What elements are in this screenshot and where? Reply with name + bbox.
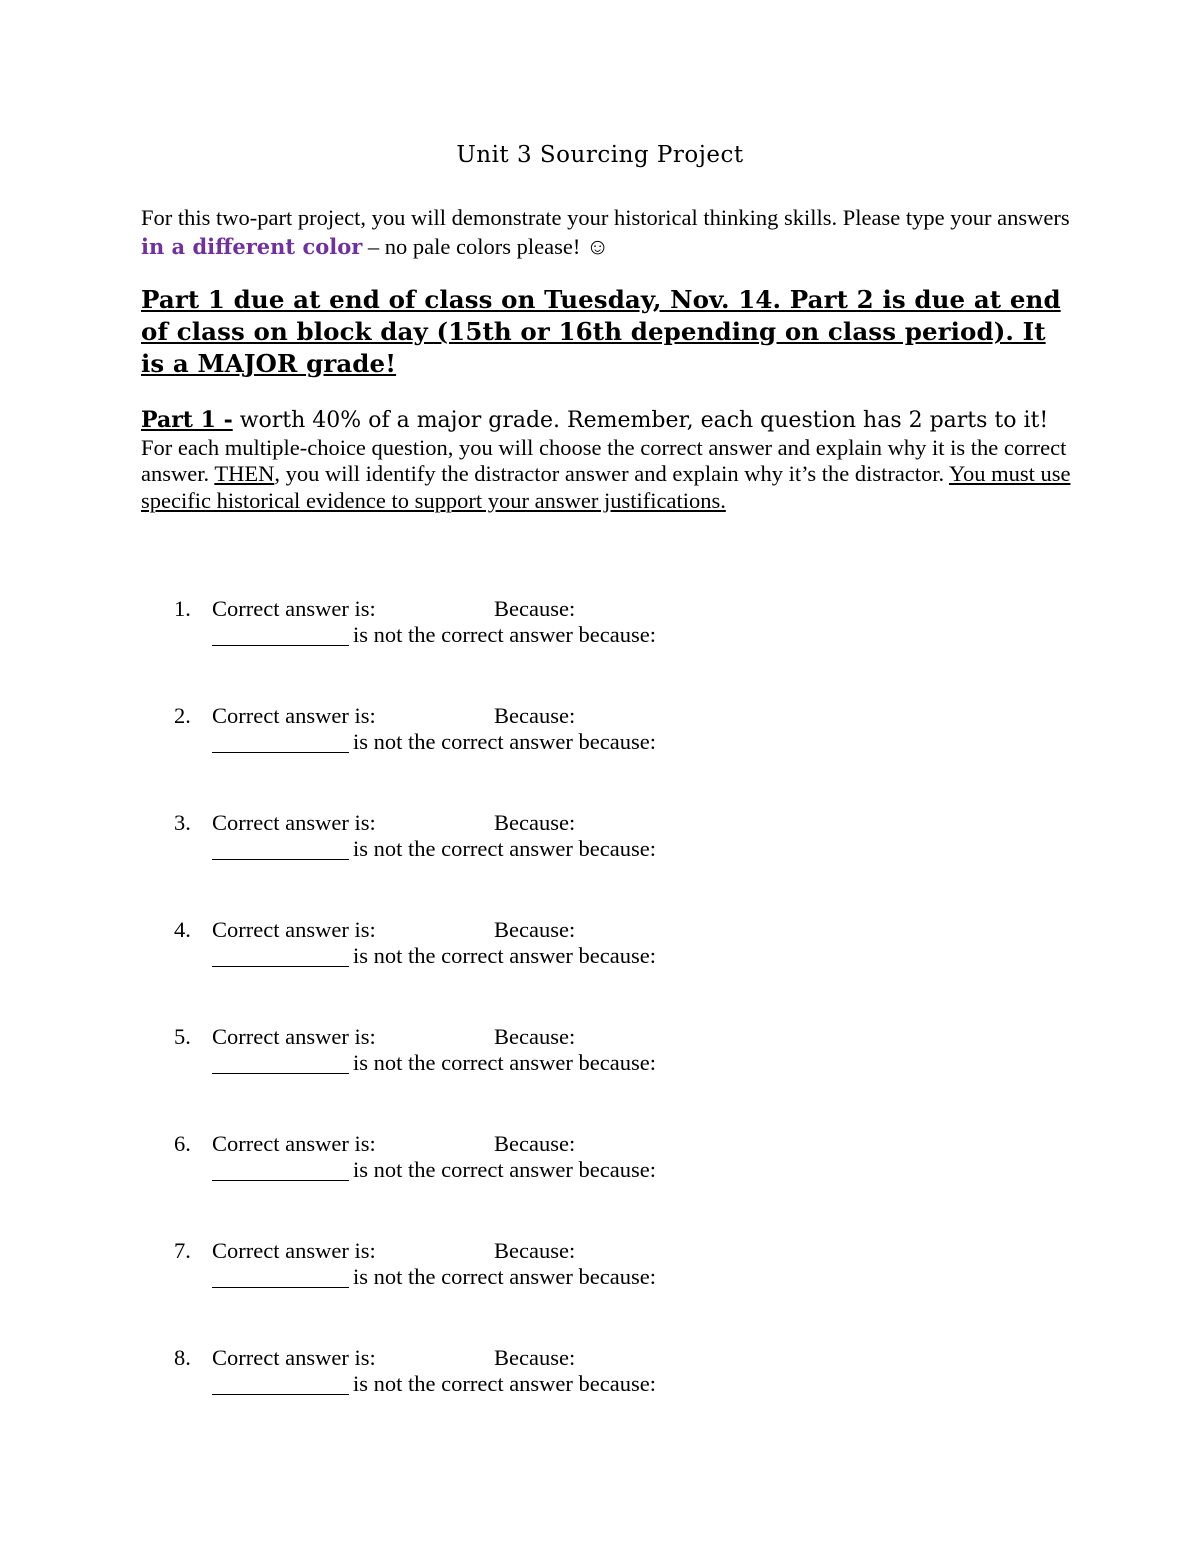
because-label[interactable]: Because: — [494, 1345, 576, 1370]
question-number: 7. — [174, 1238, 191, 1263]
correct-answer-label[interactable]: Correct answer is: — [212, 1345, 376, 1370]
question-item — [0, 1024, 1200, 1084]
not-correct-label[interactable]: is not the correct answer because: — [353, 1050, 656, 1075]
question-item — [0, 1131, 1200, 1191]
correct-answer-label[interactable]: Correct answer is: — [212, 810, 376, 835]
correct-answer-label[interactable]: Correct answer is: — [212, 1024, 376, 1049]
due-date-notice: Part 1 due at end of class on Tuesday, Nov. 14. Part 2 is due at end of class on block day (15th or 16th depending on class period). It is a MAJOR grade! — [141, 285, 1061, 378]
not-correct-label[interactable]: is not the correct answer because: — [353, 836, 656, 861]
correct-answer-label[interactable]: Correct answer is: — [212, 917, 376, 942]
document-title: Unit 3 Sourcing Project — [456, 142, 744, 168]
distractor-blank[interactable] — [212, 1265, 349, 1288]
part1-instructions-b: , you will identify the distractor answer and explain why it’s the distractor. — [274, 461, 949, 486]
question-item — [0, 917, 1200, 977]
question-item — [0, 810, 1200, 870]
question-number: 1. — [174, 596, 191, 621]
because-label[interactable]: Because: — [494, 1131, 576, 1156]
not-correct-label[interactable]: is not the correct answer because: — [353, 1157, 656, 1182]
question-number: 5. — [174, 1024, 191, 1049]
question-item — [0, 596, 1200, 656]
intro-colored-phrase: in a different color — [141, 234, 363, 259]
not-correct-label[interactable]: is not the correct answer because: — [353, 729, 656, 754]
question-number: 8. — [174, 1345, 191, 1370]
intro-text-before: For this two-part project, you will demonstrate your historical thinking skills. Please type your answers — [141, 205, 1070, 230]
distractor-blank[interactable] — [212, 837, 349, 860]
not-correct-label[interactable]: is not the correct answer because: — [353, 943, 656, 968]
part1-heading-rest: worth 40% of a major grade. Remember, each question has 2 parts to it! — [232, 408, 1049, 433]
question-item — [0, 1238, 1200, 1298]
correct-answer-label[interactable]: Correct answer is: — [212, 1238, 376, 1263]
not-correct-label[interactable]: is not the correct answer because: — [353, 622, 656, 647]
distractor-blank[interactable] — [212, 944, 349, 967]
because-label[interactable]: Because: — [494, 596, 576, 621]
part1-section — [141, 407, 1071, 514]
distractor-blank[interactable] — [212, 1372, 349, 1395]
not-correct-label[interactable]: is not the correct answer because: — [353, 1371, 656, 1396]
not-correct-label[interactable]: is not the correct answer because: — [353, 1264, 656, 1289]
correct-answer-label[interactable]: Correct answer is: — [212, 596, 376, 621]
question-number: 3. — [174, 810, 191, 835]
distractor-blank[interactable] — [212, 730, 349, 753]
question-number: 6. — [174, 1131, 191, 1156]
because-label[interactable]: Because: — [494, 1024, 576, 1049]
part1-instructions-a: For each multiple-choice question, you will choose the correct answer and explain why it is the correct answer. — [141, 434, 1067, 486]
intro-paragraph — [141, 203, 1071, 261]
part1-then: THEN — [214, 461, 275, 486]
part1-evidence-requirement: You must use specific historical evidence to support your answer justifications. — [141, 461, 1071, 513]
correct-answer-label[interactable]: Correct answer is: — [212, 1131, 376, 1156]
question-number: 2. — [174, 703, 191, 728]
because-label[interactable]: Because: — [494, 1238, 576, 1263]
because-label[interactable]: Because: — [494, 703, 576, 728]
distractor-blank[interactable] — [212, 1051, 349, 1074]
intro-text-after: – no pale colors please! ☺ — [362, 234, 609, 259]
because-label[interactable]: Because: — [494, 810, 576, 835]
part1-heading: Part 1 - — [141, 407, 233, 433]
distractor-blank[interactable] — [212, 1158, 349, 1181]
correct-answer-label[interactable]: Correct answer is: — [212, 703, 376, 728]
question-item — [0, 703, 1200, 763]
question-number: 4. — [174, 917, 191, 942]
question-item — [0, 1345, 1200, 1405]
because-label[interactable]: Because: — [494, 917, 576, 942]
distractor-blank[interactable] — [212, 623, 349, 646]
